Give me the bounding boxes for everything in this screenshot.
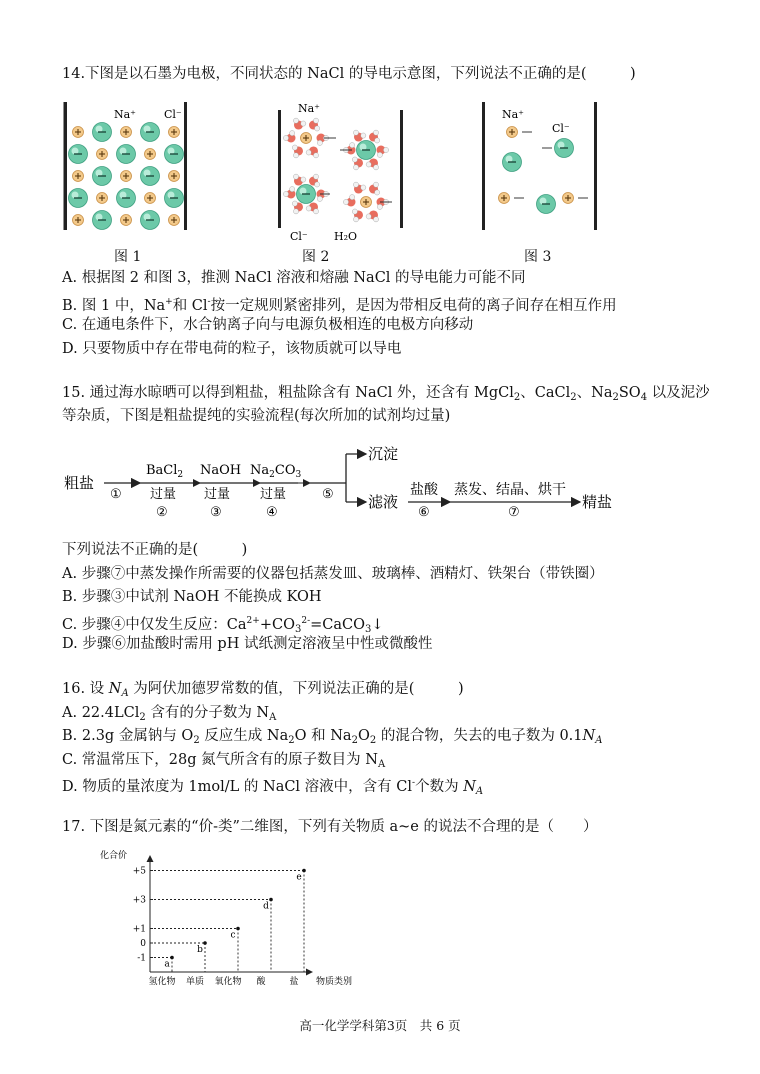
chart-x-tick-label: 氧化物 [214,977,242,987]
fig2-water-molecule [292,145,303,158]
figure-2 [268,96,418,244]
fig2-water-molecule [317,134,329,146]
chart-y-tick-label: +3 [132,895,146,906]
fig1-electrode-right [184,102,187,230]
fig1-na-ion [97,149,108,160]
q14-option-c: C. 在通电条件下，水合钠离子向与电源负极相连的电极方向移动 [62,317,474,333]
fig2-water-molecule [293,174,305,185]
fig2-cl-ion [297,185,316,204]
fig2-water-molecule [366,210,378,221]
flow-reagent2: BaCl$_2$ [146,463,184,480]
fig3-cl-ion [503,153,522,172]
chart-y-tick-label: 0 [140,939,146,949]
chart-x-tick-label: 单质 [185,977,205,987]
q16-stem: 16. 设 $N_A$ 为阿伏加德罗常数的值，下列说法正确的是( ) [62,681,464,699]
chart-point-label: a [164,959,170,970]
q15-ask: 下列说法不正确的是( ) [62,542,248,558]
fig3-na-label: Na⁺ [502,108,524,121]
figure-1 [60,96,200,236]
fig1-na-ion [121,171,132,182]
fig2-electrode-left [278,110,281,228]
q16-option-a: A. 22.4LCl$_2$ 含有的分子数为 $N_A$ [62,705,277,723]
fig2-cl-ion [357,141,376,160]
fig2-na-ion [301,133,312,144]
fig2-water-molecule [309,174,320,187]
fig2-water-molecule [377,198,389,210]
fig2-water-molecule [353,182,365,193]
fig1-na-ion [121,215,132,226]
q14-option-d: D. 只要物质中存在带电荷的粒子，该物质就可以导电 [62,341,402,357]
fig2-water-molecule [306,146,318,157]
fig1-na-ion [169,127,180,138]
fig1-cl-ion [69,189,88,208]
fig1-cl-ion [165,145,184,164]
chart-y-tick-label: +1 [132,924,146,935]
fig2-electrode-right [400,110,403,228]
q15-stem-line1: 15. 通过海水晾晒可以得到粗盐，粗盐除含有 NaCl 外，还含有 MgCl$_2$、CaCl$_2$、$Na_2SO_4$ 以及泥沙 [62,385,710,403]
fig2-na-label: Na⁺ [298,102,320,115]
fig3-caption: 图 3 [524,249,552,265]
fig1-cl-ion [141,167,160,186]
flow-start: 粗盐 [64,474,95,492]
fig2-water-molecule [292,201,303,214]
flow-step1: ① [110,487,122,502]
fig3-cl-ion [555,139,574,158]
q15-option-b: B. 步骤③中试剂 NaOH 不能换成 KOH [62,589,322,605]
flow-reagent3: NaOH [200,463,242,478]
fig2-water-molecule [317,190,329,202]
fig1-cl-ion [165,189,184,208]
fig1-cl-ion [117,145,136,164]
fig3-cl-label: Cl⁻ [552,122,570,135]
fig1-na-ion [145,149,156,160]
fig2-water-molecule [309,118,320,131]
chart-x-tick-label: 氢化物 [148,977,176,987]
figure-3 [474,96,608,236]
chart-point-label: b [197,945,203,955]
fig3-na-ion [507,127,518,138]
q14-option-a: A. 根据图 2 和图 3，推测 NaCl 溶液和熔融 NaCl 的导电能力可能不同 [62,270,526,286]
fig2-water-molecule [293,118,305,129]
chart-point-label: d [263,901,269,912]
flow-excess4: 过量 [260,487,287,502]
flow-filtrate: 滤液 [368,493,399,511]
fig1-na-ion [169,215,180,226]
fig1-cl-ion [93,123,112,142]
fig1-na-label: Na⁺ [114,108,136,121]
fig2-water-molecule [353,130,365,141]
chart-y-tick-label: +5 [132,866,146,877]
chart-ylabel: 化合价 [100,851,128,861]
fig2-water-molecule [283,187,295,199]
fig3-electrode-left [482,102,485,230]
fig2-water-molecule [366,158,378,169]
fig1-na-ion [145,193,156,204]
q17-stem: 17. 下图是氮元素的“价-类”二维图，下列有关物质 a~e 的说法不合理的是（ ） [62,819,598,835]
q15-option-d: D. 步骤⑥加盐酸时需用 pH 试纸测定溶液呈中性或微酸性 [62,636,433,652]
chart-x-tick-label: 酸 [256,977,266,987]
fig2-water-molecule [306,202,318,213]
chart-x-tick-label: 盐 [289,977,299,987]
q14-stem: 14.下图是以石墨为电极，不同状态的 NaCl 的导电示意图，下列说法不正确的是( ) [62,66,636,82]
flow-excess2: 过量 [150,487,177,502]
fig1-cl-ion [93,167,112,186]
fig1-cl-ion [141,123,160,142]
chart-xlabel: 物质类别 [316,977,353,987]
fig2-water-molecule [343,143,355,155]
flow-step2: ② [156,505,168,520]
chart-point-e [302,869,306,873]
q16-option-c: C. 常温常压下，28g 氮气所含有的原子数目为 $N_A$ [62,752,386,770]
fig2-caption: 图 2 [302,249,330,265]
fig1-na-ion [97,193,108,204]
chart-point-a [170,956,174,960]
fig2-water-molecule [283,131,295,143]
fig1-cl-ion [117,189,136,208]
flow-step7: ⑦ [508,505,520,520]
flow-step3: ③ [210,505,222,520]
q16-option-d: D. 物质的量浓度为 1mol/L 的 NaCl 溶液中，含有 Cl-个数为 $N_A$ [62,778,484,797]
fig2-water-label: H₂O [334,230,358,243]
fig1-na-ion [73,215,84,226]
q15-flow-diagram [60,436,620,526]
fig2-water-molecule [352,157,363,170]
flow-acid: 盐酸 [410,482,438,498]
fig3-electrode-right [594,102,597,230]
q15-option-a: A. 步骤⑦中蒸发操作所需要的仪器包括蒸发皿、玻璃棒、酒精灯、铁架台（带铁圈） [62,566,604,582]
flow-step5: ⑤ [322,487,334,502]
chart-point-b [203,941,207,945]
fig1-na-ion [121,127,132,138]
fig3-cl-ion [537,195,556,214]
fig1-cl-label: Cl⁻ [164,108,182,121]
fig1-cl-ion [69,145,88,164]
q14-option-b: B. 图 1 中，Na+和 Cl-按一定规则紧密排列，是因为带相反电荷的离子间存在相互作用 [62,297,617,314]
q15-stem-line2: 等杂质，下图是粗盐提纯的实验流程(每次所加的试剂均过量) [62,408,451,424]
q15-option-c: C. 步骤④中仅发生反应：$Ca^{2+}+CO_3^{2-}=CaCO_3↓$ [62,616,384,635]
fig2-water-molecule [352,209,363,222]
flow-product: 精盐 [582,493,613,511]
valence-class-chart [100,842,380,992]
chart-point-label: e [296,872,302,883]
flow-evaporate: 蒸发、结晶、烘干 [454,482,566,498]
fig2-water-molecule [343,195,355,207]
chart-point-label: c [230,930,236,941]
flow-step6: ⑥ [418,505,430,520]
fig1-caption: 图 1 [114,249,142,265]
fig2-cl-label: Cl⁻ [290,230,308,243]
page-footer: 高一化学学科第3页 共 6 页 [299,1018,461,1033]
chart-point-d [269,898,273,902]
flow-excess3: 过量 [204,487,231,502]
fig2-water-molecule [377,146,389,158]
fig1-na-ion [73,171,84,182]
fig2-na-ion [361,197,372,208]
fig1-na-ion [73,127,84,138]
fig1-cl-ion [93,211,112,230]
fig2-water-molecule [369,182,380,195]
flow-precipitate: 沉淀 [368,445,399,463]
fig1-cl-ion [141,211,160,230]
q16-option-b: B. 2.3g 金属钠与 $O_2$ 反应生成 $Na_2O$ 和 $Na_2O_2$ 的混合物，失去的电子数为 $0.1N_A$ [62,728,603,746]
chart-y-tick-label: -1 [137,953,146,964]
flow-step4: ④ [266,505,278,520]
fig3-na-ion [563,193,574,204]
chart-point-c [236,927,240,931]
flow-reagent4: $Na_2CO_3$ [250,463,302,480]
fig2-water-molecule [369,130,380,143]
fig1-na-ion [169,171,180,182]
fig3-na-ion [499,193,510,204]
